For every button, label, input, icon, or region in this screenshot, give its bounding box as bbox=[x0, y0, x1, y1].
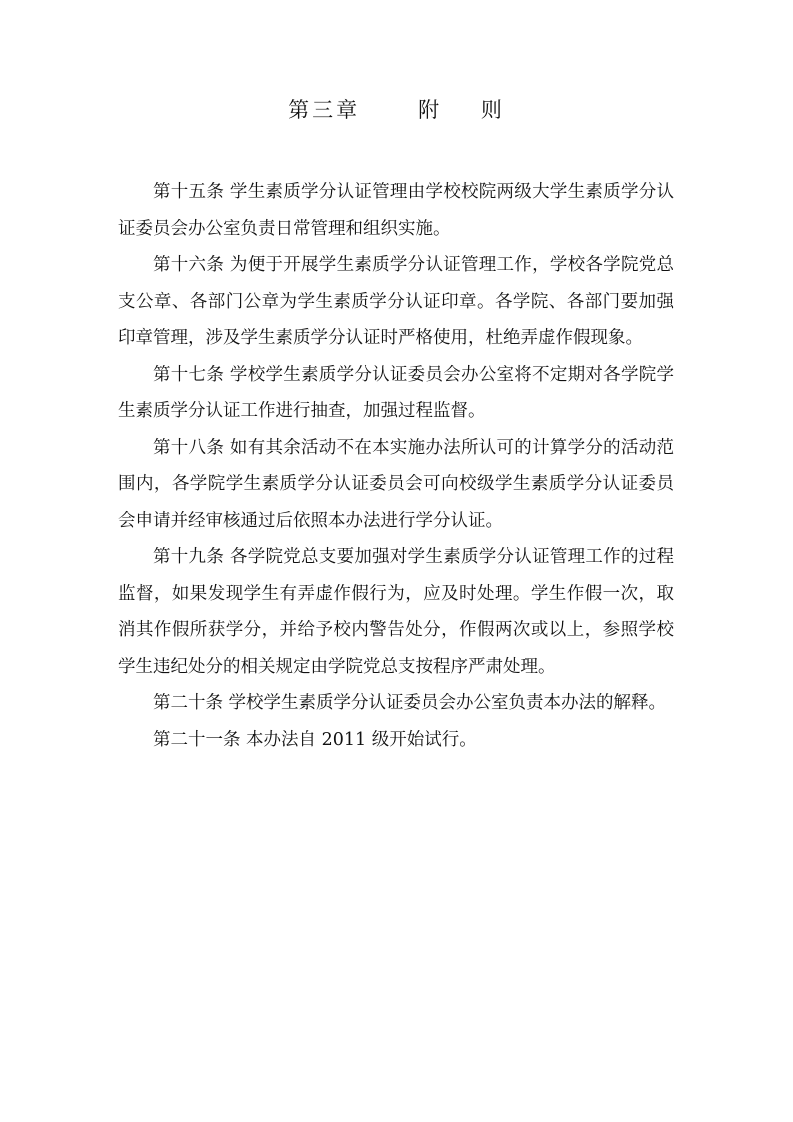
article-list bbox=[118, 174, 674, 758]
article-16: 第十六条 为便于开展学生素质学分认证管理工作，学校各学院党总支公章、各部门公章为学生素质学分认证印章。各学院、各部门要加强印章管理，涉及学生素质学分认证时严格使用，杜绝弄虚作假现象。 bbox=[118, 255, 674, 348]
article-15: 第十五条 学生素质学分认证管理由学校校院两级大学生素质学分认证委员会办公室负责日常管理和组织实施。 bbox=[118, 182, 674, 239]
article-17: 第十七条 学校学生素质学分认证委员会办公室将不定期对各学院学生素质学分认证工作进行抽查，加强过程监督。 bbox=[118, 364, 674, 421]
article-18: 第十八条 如有其余活动不在本实施办法所认可的计算学分的活动范围内，各学院学生素质学分认证委员会可向校级学生素质学分认证委员会申请并经审核通过后依照本办法进行学分认证。 bbox=[118, 437, 674, 531]
article-21: 第二十一条 本办法自 2011 级开始试行。 bbox=[153, 729, 477, 750]
chapter-title: 第三章 附 则 bbox=[288, 98, 505, 122]
article-19: 第十九条 各学院党总支要加强对学生素质学分认证管理工作的过程监督，如果发现学生有弄虚作假行为，应及时处理。学生作假一次，取消其作假所获学分，并给予校内警告处分，作假两次或以上，参照学校学生违纪处分的相关规定由学院党总支按程序严肃处理。 bbox=[118, 547, 674, 677]
article-20: 第二十条 学校学生素质学分认证委员会办公室负责本办法的解释。 bbox=[153, 693, 667, 713]
